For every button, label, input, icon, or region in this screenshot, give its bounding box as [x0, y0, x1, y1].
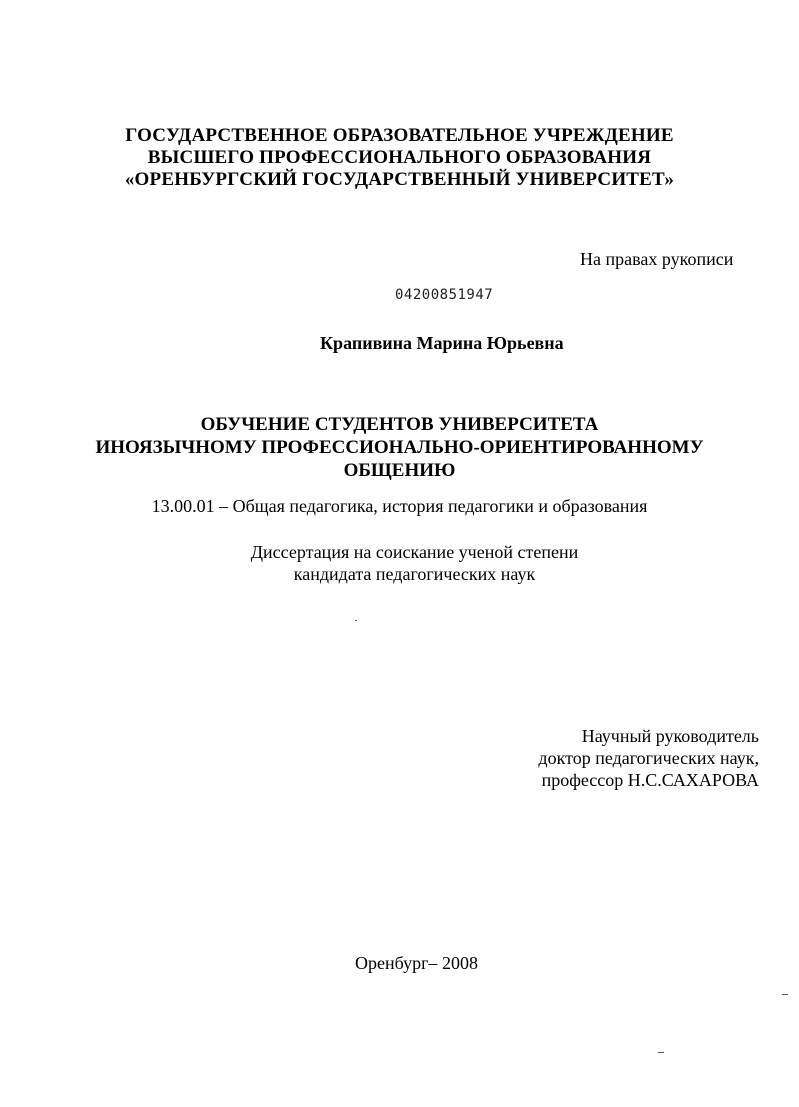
degree-line-1: Диссертация на соискание ученой степени: [250, 542, 579, 562]
scan-speck: [782, 994, 788, 995]
specialty-code: 13.00.01 – Общая педагогика, история педагогики и образования: [151, 496, 648, 516]
institution-line-2: ВЫСШЕГО ПРОФЕССИОНАЛЬНОГО ОБРАЗОВАНИЯ: [147, 147, 652, 168]
supervisor-line-1: Научный руководитель: [581, 726, 759, 746]
title-line-3: ОБЩЕНИЮ: [343, 460, 456, 481]
supervisor-line-3: профессор Н.С.САХАРОВА: [541, 770, 759, 790]
degree-statement: [0, 541, 799, 585]
degree-line-2: кандидата педагогических наук: [293, 564, 536, 584]
title-line-1: ОБУЧЕНИЕ СТУДЕНТОВ УНИВЕРСИТЕТА: [200, 414, 599, 435]
rights-note: На правах рукописи: [580, 249, 734, 269]
institution-header: [0, 125, 799, 191]
title-line-2: ИНОЯЗЫЧНОМУ ПРОФЕССИОНАЛЬНО-ОРИЕНТИРОВАННОМУ: [95, 437, 704, 458]
institution-line-1: ГОСУДАРСТВЕННОЕ ОБРАЗОВАТЕЛЬНОЕ УЧРЕЖДЕНИЕ: [125, 125, 674, 146]
dissertation-title: [0, 413, 799, 482]
institution-line-3: «ОРЕНБУРГСКИЙ ГОСУДАРСТВЕННЫЙ УНИВЕРСИТЕТ»: [124, 169, 675, 190]
supervisor-block: [538, 725, 759, 791]
scan-speck: [355, 620, 357, 621]
scan-speck: [658, 1052, 664, 1053]
document-code: 04200851947: [395, 287, 494, 303]
supervisor-line-2: доктор педагогических наук,: [538, 748, 759, 768]
city-year: Оренбург– 2008: [355, 953, 478, 973]
author-name: Крапивина Марина Юрьевна: [320, 333, 564, 353]
